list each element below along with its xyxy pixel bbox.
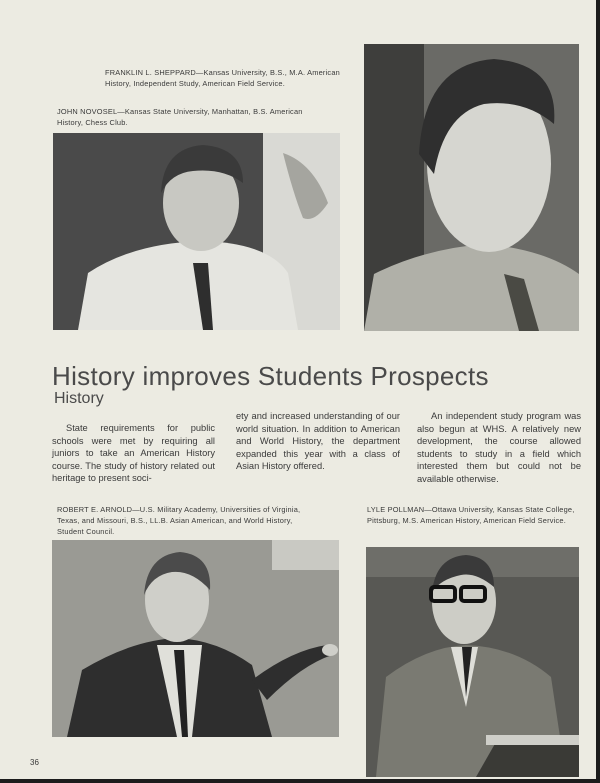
page-number: 36 [30,758,39,767]
body-column-2: ety and increased understanding of our world situation. In addition to American and World History, the department expanded this year with a class of Asian History offered. [236,411,400,471]
headline: History improves Students Prospects [52,361,489,391]
caption-arnold: ROBERT E. ARNOLD—U.S. Military Academy, Universities of Virginia, Texas, and Missouri, B.S., LL.B. Asian American, and World History, Student Council. [57,505,301,536]
photo-sheppard [364,44,579,331]
photo-novosel [53,133,340,330]
body-column-3: An independent study program was also begun at WHS. A relatively new development, the course allowed students to study in a field which interested them but could not be available otherwise. [417,411,581,484]
caption-novosel: JOHN NOVOSEL—Kansas State University, Manhattan, B.S. American History, Chess Club. [57,107,303,127]
photo-pollman [366,547,579,777]
photo-arnold [52,540,339,737]
subhead: History [54,390,104,407]
caption-sheppard: FRANKLIN L. SHEPPARD—Kansas University, B.S., M.A. American History, Independent Study, American Field Service. [105,68,340,88]
body-column-1: State requirements for public schools were met by requiring all juniors to take an American History course. The study of history related out heritage to present soci- [52,423,215,483]
caption-pollman: LYLE POLLMAN—Ottawa University, Kansas State College, Pittsburg, M.S. American History, American Field Service. [367,505,575,525]
